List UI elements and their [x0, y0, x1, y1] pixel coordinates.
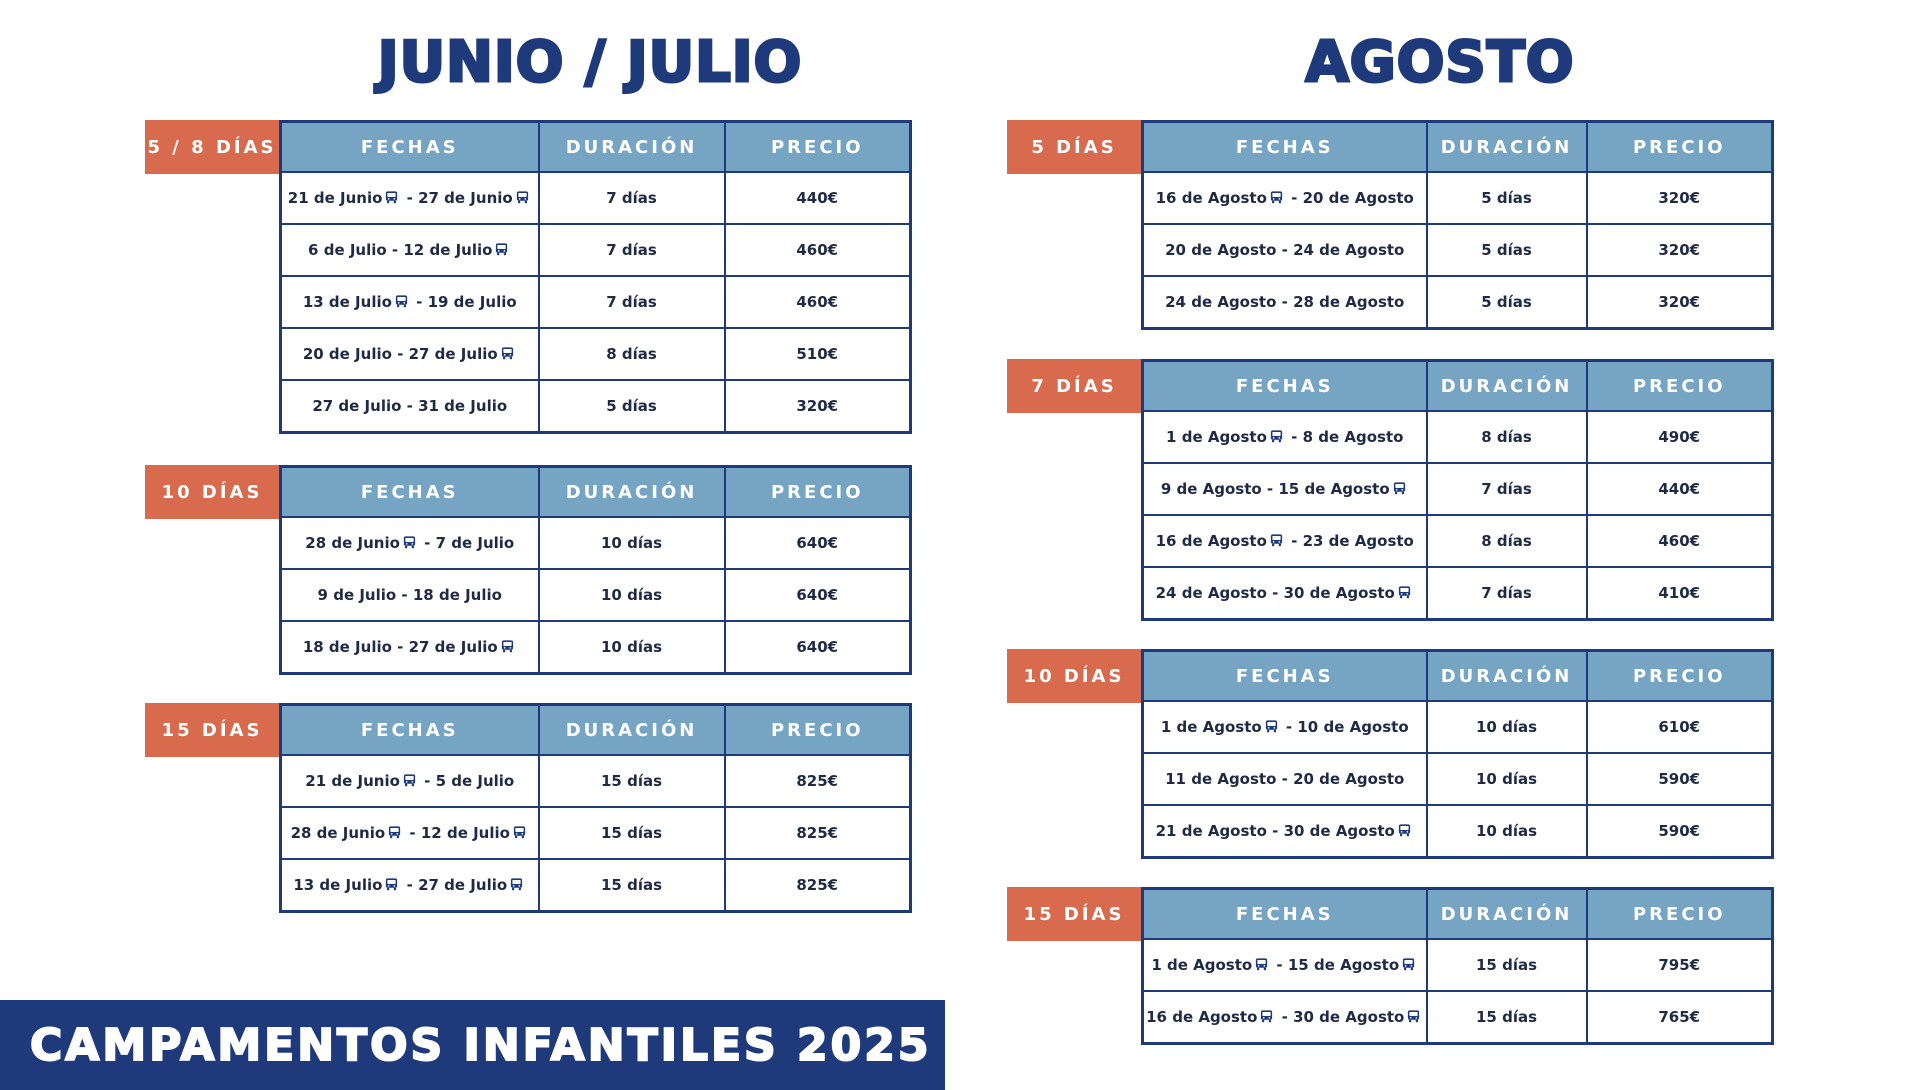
start-date: 24 de Agosto: [1155, 584, 1267, 602]
duration-tag: 5 DÍAS: [1007, 120, 1141, 174]
dates-cell: 20 de Agosto - 24 de Agosto: [1143, 224, 1427, 276]
header-precio: PRECIO: [725, 705, 911, 756]
table-row: [1143, 991, 1773, 1044]
end-date: 28 de Agosto: [1293, 293, 1405, 311]
start-date: 16 de Agosto: [1155, 189, 1267, 207]
table-header-row: [281, 705, 911, 756]
start-date: 9 de Julio: [317, 586, 397, 604]
end-date: 12 de Julio: [420, 824, 510, 842]
end-date: 30 de Agosto: [1283, 584, 1395, 602]
header-fechas: FECHAS: [1143, 651, 1427, 702]
bus-icon: [1269, 533, 1284, 548]
end-date: 7 de Julio: [435, 534, 515, 552]
bus-icon: [500, 346, 515, 361]
start-date: 18 de Julio: [302, 638, 392, 656]
duration-tag: 7 DÍAS: [1007, 359, 1141, 413]
table-row: [281, 380, 911, 433]
duration-cell: 10 días: [1427, 805, 1587, 858]
price-cell: 825€: [725, 859, 911, 912]
price-cell: 590€: [1587, 753, 1773, 805]
right-table-group: [1007, 887, 1774, 1045]
bus-icon: [512, 825, 527, 840]
duration-cell: 15 días: [539, 755, 725, 807]
schedule-table: [1141, 649, 1774, 859]
left-table-group: [145, 120, 912, 434]
end-date: 27 de Julio: [408, 638, 498, 656]
table-row: [1143, 224, 1773, 276]
end-date: 19 de Julio: [427, 293, 517, 311]
left-table-group: [145, 703, 912, 913]
end-date: 23 de Agosto: [1302, 532, 1414, 550]
duration-cell: 5 días: [539, 380, 725, 433]
dates-cell: 1 de Agosto - 8 de Agosto: [1143, 411, 1427, 463]
bus-icon: [1406, 1009, 1421, 1024]
header-duracion: DURACIÓN: [539, 467, 725, 518]
dates-cell: 13 de Julio - 19 de Julio: [281, 276, 539, 328]
table-row: [1143, 753, 1773, 805]
table-header-row: [1143, 361, 1773, 412]
dates-cell: 21 de Junio - 5 de Julio: [281, 755, 539, 807]
end-date: 15 de Agosto: [1278, 480, 1390, 498]
bus-icon: [402, 773, 417, 788]
end-date: 27 de Julio: [418, 876, 508, 894]
price-cell: 795€: [1587, 939, 1773, 991]
dates-cell: 9 de Agosto - 15 de Agosto: [1143, 463, 1427, 515]
bus-icon: [1397, 823, 1412, 838]
header-duracion: DURACIÓN: [1427, 122, 1587, 173]
table-row: [281, 172, 911, 224]
duration-cell: 7 días: [1427, 463, 1587, 515]
start-date: 13 de Julio: [302, 293, 392, 311]
start-date: 9 de Agosto: [1160, 480, 1262, 498]
table-row: [281, 517, 911, 569]
end-date: 8 de Agosto: [1302, 428, 1404, 446]
duration-cell: 5 días: [1427, 224, 1587, 276]
schedule-table: [279, 465, 912, 675]
schedule-table: [279, 120, 912, 434]
price-cell: 825€: [725, 755, 911, 807]
end-date: 24 de Agosto: [1293, 241, 1405, 259]
bus-icon: [1392, 481, 1407, 496]
price-cell: 490€: [1587, 411, 1773, 463]
dates-cell: 13 de Julio - 27 de Julio: [281, 859, 539, 912]
heading-agosto: AGOSTO: [1305, 30, 1575, 95]
start-date: 21 de Junio: [305, 772, 400, 790]
price-cell: 440€: [1587, 463, 1773, 515]
end-date: 27 de Julio: [408, 345, 498, 363]
dates-cell: 18 de Julio - 27 de Julio: [281, 621, 539, 674]
end-date: 10 de Agosto: [1297, 718, 1409, 736]
end-date: 15 de Agosto: [1287, 956, 1400, 974]
start-date: 21 de Agosto: [1155, 822, 1267, 840]
duration-cell: 7 días: [1427, 567, 1587, 620]
end-date: 20 de Agosto: [1293, 770, 1405, 788]
header-duracion: DURACIÓN: [539, 705, 725, 756]
bus-icon: [494, 242, 509, 257]
table-row: [1143, 515, 1773, 567]
duration-tag: 15 DÍAS: [1007, 887, 1141, 941]
price-cell: 460€: [1587, 515, 1773, 567]
bus-icon: [394, 294, 409, 309]
start-date: 1 de Agosto: [1166, 428, 1267, 446]
duration-cell: 10 días: [1427, 701, 1587, 753]
end-date: 27 de Junio: [418, 189, 513, 207]
bus-icon: [1269, 429, 1284, 444]
table-row: [281, 859, 911, 912]
left-table-group: [145, 465, 912, 675]
table-row: [1143, 939, 1773, 991]
duration-tag: 10 DÍAS: [145, 465, 279, 519]
header-precio: PRECIO: [1587, 122, 1773, 173]
table-row: [1143, 276, 1773, 329]
start-date: 16 de Agosto: [1146, 1008, 1258, 1026]
dates-cell: 21 de Agosto - 30 de Agosto: [1143, 805, 1427, 858]
start-date: 1 de Agosto: [1160, 718, 1262, 736]
dates-cell: 16 de Agosto - 30 de Agosto: [1143, 991, 1427, 1044]
header-fechas: FECHAS: [1143, 122, 1427, 173]
dates-cell: 24 de Agosto - 28 de Agosto: [1143, 276, 1427, 329]
duration-tag: 15 DÍAS: [145, 703, 279, 757]
duration-cell: 15 días: [539, 859, 725, 912]
right-table-group: [1007, 120, 1774, 330]
start-date: 16 de Agosto: [1155, 532, 1267, 550]
end-date: 5 de Julio: [435, 772, 515, 790]
header-precio: PRECIO: [1587, 361, 1773, 412]
price-cell: 765€: [1587, 991, 1773, 1044]
table-row: [1143, 567, 1773, 620]
start-date: 13 de Julio: [293, 876, 383, 894]
price-cell: 510€: [725, 328, 911, 380]
dates-cell: 1 de Agosto - 10 de Agosto: [1143, 701, 1427, 753]
dates-cell: 9 de Julio - 18 de Julio: [281, 569, 539, 621]
table-row: [281, 569, 911, 621]
end-date: 12 de Julio: [403, 241, 493, 259]
dates-cell: 28 de Junio - 7 de Julio: [281, 517, 539, 569]
price-cell: 590€: [1587, 805, 1773, 858]
duration-tag: 5 / 8 DÍAS: [145, 120, 279, 174]
bus-icon: [384, 877, 399, 892]
start-date: 1 de Agosto: [1151, 956, 1253, 974]
bus-icon: [1397, 585, 1412, 600]
price-cell: 825€: [725, 807, 911, 859]
bus-icon: [1259, 1009, 1274, 1024]
price-cell: 320€: [1587, 276, 1773, 329]
start-date: 24 de Agosto: [1165, 293, 1277, 311]
header-fechas: FECHAS: [281, 122, 539, 173]
header-fechas: FECHAS: [281, 467, 539, 518]
price-cell: 460€: [725, 224, 911, 276]
duration-cell: 10 días: [1427, 753, 1587, 805]
start-date: 28 de Junio: [290, 824, 386, 842]
duration-tag: 10 DÍAS: [1007, 649, 1141, 703]
price-cell: 410€: [1587, 567, 1773, 620]
dates-cell: 20 de Julio - 27 de Julio: [281, 328, 539, 380]
header-precio: PRECIO: [725, 467, 911, 518]
dates-cell: 16 de Agosto - 23 de Agosto: [1143, 515, 1427, 567]
table-row: [281, 755, 911, 807]
end-date: 30 de Agosto: [1293, 1008, 1405, 1026]
bus-icon: [1269, 190, 1284, 205]
right-table-group: [1007, 649, 1774, 859]
duration-cell: 8 días: [1427, 411, 1587, 463]
schedule-table: [1141, 359, 1774, 621]
duration-cell: 7 días: [539, 276, 725, 328]
header-precio: PRECIO: [1587, 651, 1773, 702]
price-cell: 640€: [725, 517, 911, 569]
table-row: [1143, 805, 1773, 858]
dates-cell: 6 de Julio - 12 de Julio: [281, 224, 539, 276]
table-row: [1143, 463, 1773, 515]
duration-cell: 5 días: [1427, 172, 1587, 224]
dates-cell: 27 de Julio - 31 de Julio: [281, 380, 539, 433]
bus-icon: [384, 190, 399, 205]
duration-cell: 15 días: [1427, 939, 1587, 991]
price-cell: 640€: [725, 621, 911, 674]
dates-cell: 21 de Junio - 27 de Junio: [281, 172, 539, 224]
price-cell: 460€: [725, 276, 911, 328]
dates-cell: 24 de Agosto - 30 de Agosto: [1143, 567, 1427, 620]
price-cell: 440€: [725, 172, 911, 224]
bus-icon: [402, 535, 417, 550]
table-row: [281, 328, 911, 380]
header-fechas: FECHAS: [1143, 889, 1427, 940]
schedule-table: [1141, 887, 1774, 1045]
heading-junio-julio: JUNIO / JULIO: [377, 30, 803, 95]
duration-cell: 10 días: [539, 517, 725, 569]
end-date: 30 de Agosto: [1283, 822, 1395, 840]
duration-cell: 7 días: [539, 172, 725, 224]
price-cell: 320€: [725, 380, 911, 433]
schedule-table: [279, 703, 912, 913]
end-date: 31 de Julio: [418, 397, 508, 415]
duration-cell: 15 días: [539, 807, 725, 859]
price-cell: 610€: [1587, 701, 1773, 753]
duration-cell: 15 días: [1427, 991, 1587, 1044]
duration-cell: 8 días: [1427, 515, 1587, 567]
duration-cell: 8 días: [539, 328, 725, 380]
table-row: [281, 224, 911, 276]
table-row: [281, 276, 911, 328]
table-header-row: [1143, 651, 1773, 702]
bus-icon: [515, 190, 530, 205]
table-row: [281, 807, 911, 859]
header-precio: PRECIO: [1587, 889, 1773, 940]
start-date: 28 de Junio: [305, 534, 400, 552]
header-duracion: DURACIÓN: [539, 122, 725, 173]
bus-icon: [1254, 957, 1269, 972]
table-row: [281, 621, 911, 674]
duration-cell: 10 días: [539, 569, 725, 621]
table-header-row: [281, 122, 911, 173]
start-date: 20 de Agosto: [1165, 241, 1277, 259]
header-fechas: FECHAS: [281, 705, 539, 756]
banner-title: CAMPAMENTOS INFANTILES 2025: [30, 1019, 932, 1071]
footer-banner: [0, 1000, 945, 1090]
header-duracion: DURACIÓN: [1427, 361, 1587, 412]
dates-cell: 16 de Agosto - 20 de Agosto: [1143, 172, 1427, 224]
price-cell: 320€: [1587, 224, 1773, 276]
bus-icon: [1401, 957, 1416, 972]
start-date: 6 de Julio: [308, 241, 387, 259]
table-header-row: [281, 467, 911, 518]
price-cell: 640€: [725, 569, 911, 621]
table-header-row: [1143, 122, 1773, 173]
table-row: [1143, 172, 1773, 224]
price-cell: 320€: [1587, 172, 1773, 224]
start-date: 21 de Junio: [287, 189, 383, 207]
start-date: 20 de Julio: [302, 345, 392, 363]
dates-cell: 1 de Agosto - 15 de Agosto: [1143, 939, 1427, 991]
duration-cell: 7 días: [539, 224, 725, 276]
schedule-table: [1141, 120, 1774, 330]
bus-icon: [1264, 719, 1279, 734]
duration-cell: 5 días: [1427, 276, 1587, 329]
header-duracion: DURACIÓN: [1427, 651, 1587, 702]
bus-icon: [387, 825, 402, 840]
right-table-group: [1007, 359, 1774, 621]
bus-icon: [500, 639, 515, 654]
table-row: [1143, 701, 1773, 753]
start-date: 27 de Julio: [312, 397, 402, 415]
duration-cell: 10 días: [539, 621, 725, 674]
header-precio: PRECIO: [725, 122, 911, 173]
end-date: 20 de Agosto: [1302, 189, 1414, 207]
start-date: 11 de Agosto: [1165, 770, 1277, 788]
header-fechas: FECHAS: [1143, 361, 1427, 412]
table-row: [1143, 411, 1773, 463]
table-header-row: [1143, 889, 1773, 940]
header-duracion: DURACIÓN: [1427, 889, 1587, 940]
end-date: 18 de Julio: [412, 586, 502, 604]
bus-icon: [509, 877, 524, 892]
dates-cell: 11 de Agosto - 20 de Agosto: [1143, 753, 1427, 805]
dates-cell: 28 de Junio - 12 de Julio: [281, 807, 539, 859]
